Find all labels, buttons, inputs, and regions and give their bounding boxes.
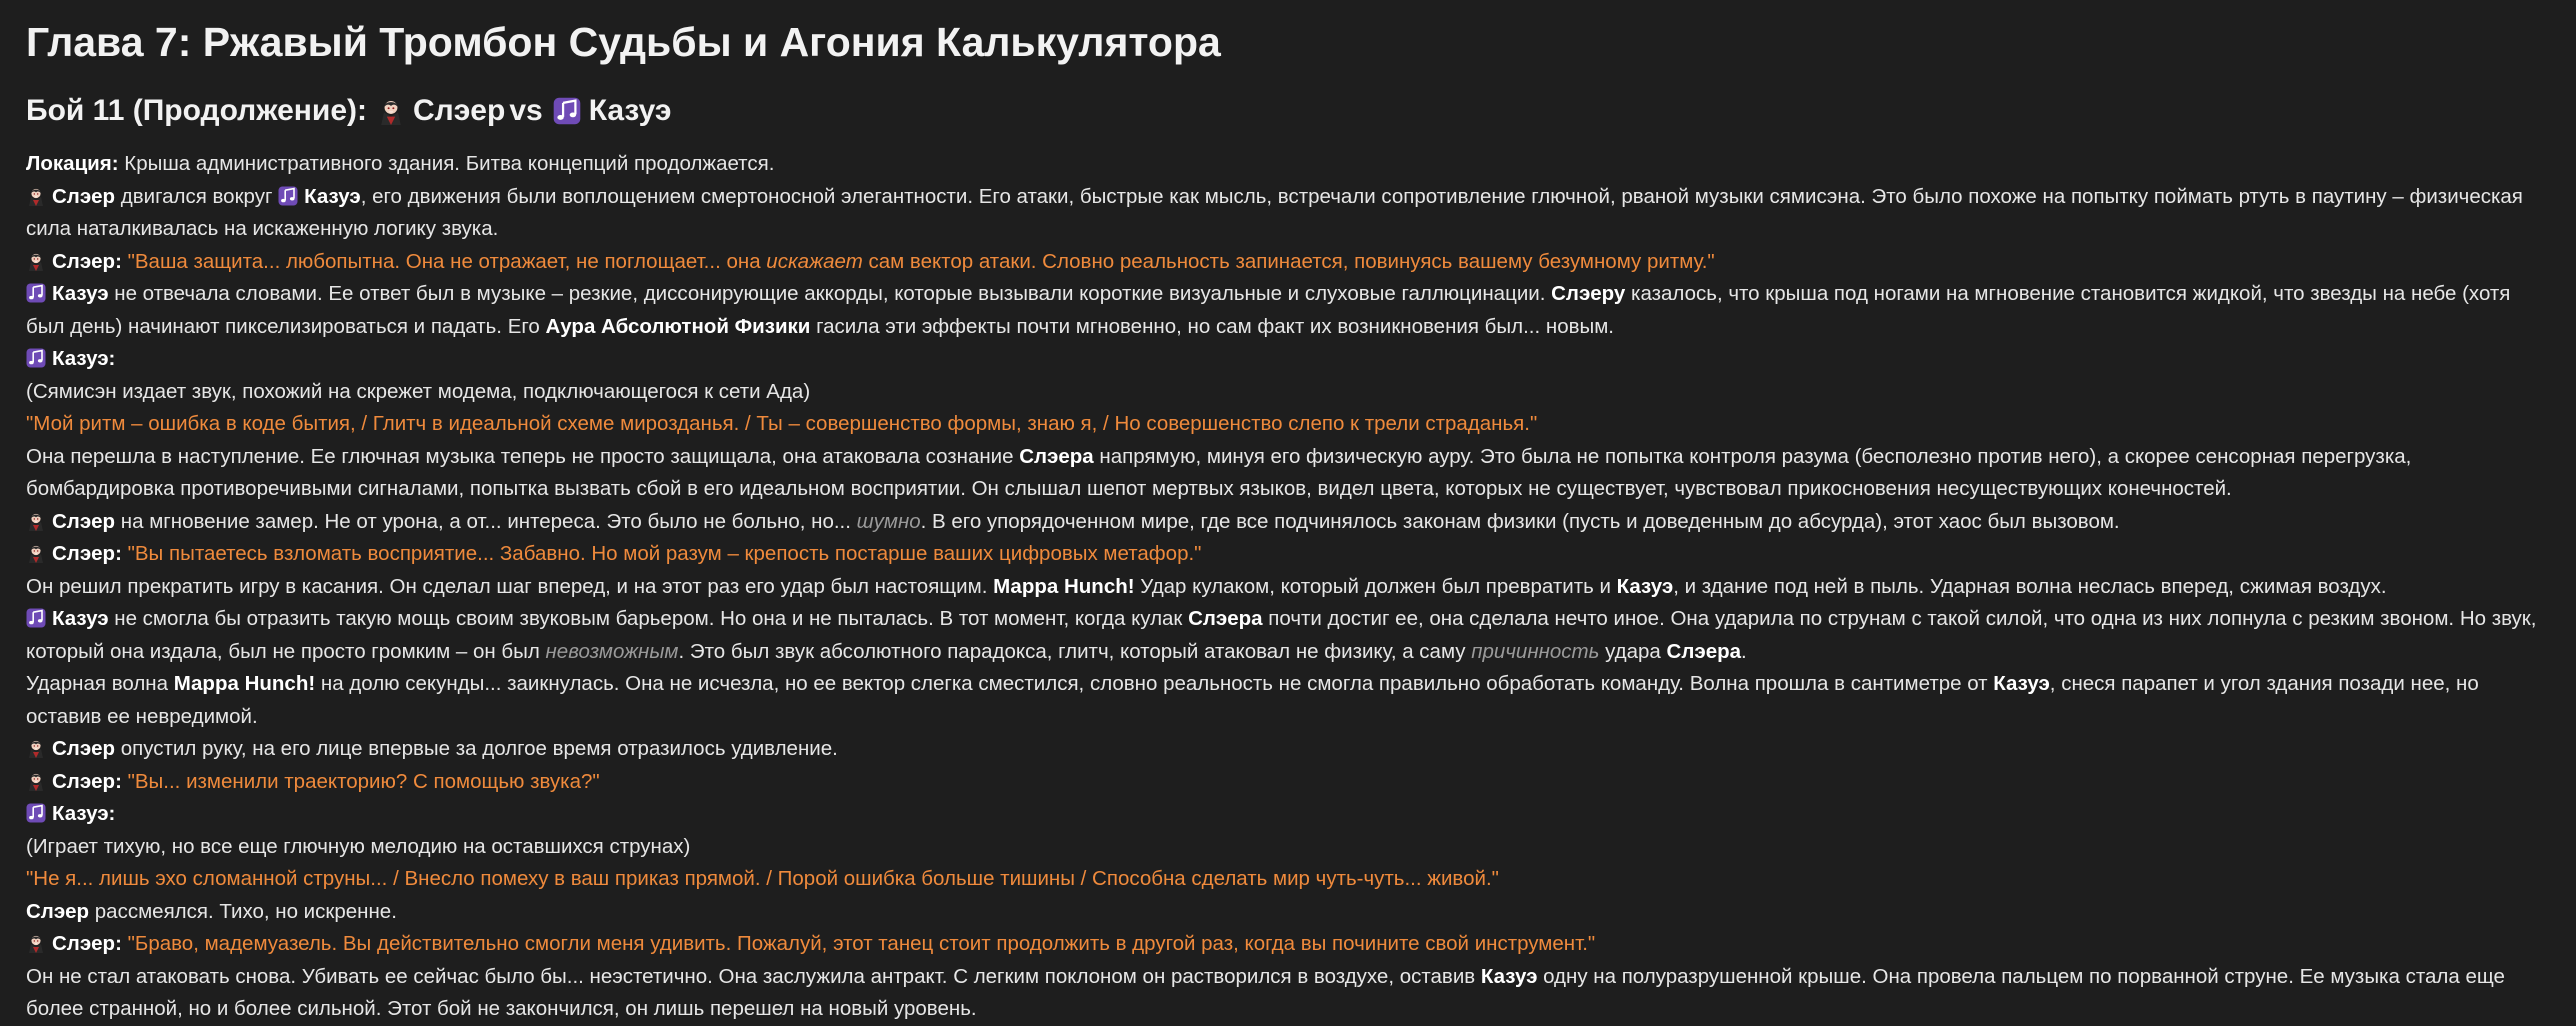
dialogue-emphasis: искажает [766,249,863,273]
song-verse: "Мой ритм – ошибка в коде бытия, / Глитч в идеальной схеме мирозданья. / Ты – совершенство формы, знаю я, / Но совершенство слепо к трели страданья." [26,412,1538,435]
character-name: Слэер [26,899,90,923]
emphasis-word: невозможным [545,639,679,663]
song-verse: "Не я... лишь эхо сломанной струны... / Внесло помеху в ваш приказ прямой. / Порой ошибка больше тишины / Способна сделать мир чуть-чуть... живой." [26,867,1499,890]
location-text: Крыша административного здания. Битва концепций продолжается. [118,152,775,175]
narration-text: удара [1599,639,1667,663]
dialogue-line [26,538,2550,571]
narration-paragraph [26,278,2550,343]
narration-text: на мгновение замер. Не от урона, а от... интереса. Это было не больно, но... [115,509,857,533]
speaker-name: Слэер: [52,932,122,955]
dialogue-quote: "Ваша защита... любопытна. Она не отражает, не поглощает... она [121,249,767,273]
narration-text: , и здание под ней в пыль. Ударная волна неслась вперед, сжимая воздух. [1673,574,2387,598]
narration-paragraph [26,506,2550,539]
vampire-icon [26,251,46,271]
character-name: Слэер [52,737,116,760]
narration-paragraph [26,733,2550,766]
character-name: Слэера [1666,639,1742,663]
ability-name: Аура Абсолютной Физики [545,314,811,338]
character-name: Казуэ [52,282,109,305]
move-name: Марра Hunch! [993,574,1135,598]
vampire-icon [26,771,46,791]
music-notes-icon [26,608,46,628]
narration-text: не отвечала словами. Ее ответ был в музыке – резкие, диссонирующие аккорды, которые вызывали короткие визуальные и слуховые галлюцинации. [108,282,1552,305]
narration-text: Он не стал атаковать снова. Убивать ее сейчас было бы... неэстетично. Она заслужила антракт. С легким поклоном он растворился в воздухе, оставив [26,964,1481,988]
narration-text: напрямую, минуя его физическую ауру. Это была не попытка контроля разума (бесполезно против него), а скорее сенсорная перегрузка, бомбардировка противоречивыми сигналами, попытка вызвать сбой в его идеальном восприятии. Он слышал шепот мертвых языков, видел цвета, которых не существует, чувствовал прикосновения несуществующих конечностей. [26,444,2412,500]
music-notes-icon [553,97,581,125]
vampire-icon [26,511,46,531]
narration-text: почти достиг ее, она сделала нечто иное. Она ударила по струнам с такой силой, что одна из них лопнула с резким звоном. Но звук, который она издала, был не просто громким – он был [26,607,2537,663]
narration-text: , его движения были воплощением смертоносной элегантности. Его атаки, быстрые как мысль, встречали сопротивление глючной, рваной музыки сямисэна. Это было похоже на попытку поймать ртуть в паутину – физическая сила наталкивалась на искаженную логику звука. [26,184,2523,240]
narration-paragraph [26,181,2550,246]
narration-paragraph [26,571,2550,604]
narration-paragraph [26,441,2550,506]
narration-text: . Это был звук абсолютного парадокса, глитч, который атаковал не физику, а саму [678,639,1472,663]
music-notes-icon [26,283,46,303]
speaker-line [26,343,2550,376]
vampire-icon [26,933,46,953]
stage-direction: (Сямисэн издает звук, похожий на скрежет модема, подключающегося к сети Ада) [26,379,811,403]
dialogue-quote: "Вы... изменили траекторию? С помощью звука?" [121,769,600,793]
versus-label: vs [509,94,543,127]
character-name: Слэеру [1551,282,1626,305]
story-content [26,148,2550,1026]
stage-direction: (Играет тихую, но все еще глючную мелодию на оставшихся струнах) [26,834,691,858]
vampire-icon [26,738,46,758]
speaker-name: Казуэ: [52,347,116,370]
emphasis-word: шумно [856,509,921,533]
narration-text: не смогла бы отразить такую мощь своим звуковым барьером. Но она и не пыталась. В тот момент, когда кулак [108,607,1189,630]
dialogue-line [26,928,2550,961]
speaker-name: Слэер: [52,769,122,793]
vampire-icon [26,543,46,563]
speaker-line [26,798,2550,831]
location-label: Локация: [26,152,119,175]
dialogue-quote: сам вектор атаки. Словно реальность запинается, повинуясь вашему безумному ритму." [862,249,1715,273]
fighter-one: Слэер [413,94,506,127]
music-notes-icon [26,348,46,368]
character-name: Казуэ [304,184,361,208]
narration-paragraph [26,961,2550,1026]
character-name: Казуэ [1993,672,2050,695]
narration-text: Он решил прекратить игру в касания. Он сделал шаг вперед, и на этот раз его удар был настоящим. [26,574,994,598]
vampire-icon [377,97,405,125]
character-name: Слэер [52,184,116,208]
dialogue-quote: "Вы пытаетесь взломать восприятие... Забавно. Но мой разум – крепость постарше ваших цифровых метафор." [121,542,1202,565]
narration-paragraph [26,603,2550,668]
narration-text: гасила эти эффекты почти мгновенно, но сам факт их возникновения был... новым. [810,314,1615,338]
narration-paragraph [26,896,2550,929]
battle-subtitle [26,92,2550,130]
page-title: Глава 7: Ржавый Тромбон Судьбы и Агония Калькулятора [26,19,1221,65]
narration-text: на долю секунды... заикнулась. Она не исчезла, но ее вектор слегка сместился, словно реальность не смогла правильно обработать команду. Волна прошла в сантиметре от [315,672,1994,695]
narration-text: двигался вокруг [115,184,279,208]
subtitle-prefix: Бой 11 (Продолжение): [26,94,367,127]
narration-text: Удар кулаком, который должен был превратить и [1134,574,1617,598]
narration-paragraph [26,668,2550,733]
vampire-icon [26,186,46,206]
character-name: Слэер [52,509,116,533]
speaker-name: Слэер: [52,249,122,273]
narration-text: одну на полуразрушенной крыше. Она провела пальцем по порванной струне. Ее музыка стала еще более странной, но и более сильной. Этот бой не закончился, он лишь перешел на новый уровень. [26,964,2505,1020]
emphasis-word: причинность [1471,639,1600,663]
fighter-two: Казуэ [588,94,672,127]
narration-text: казалось, что крыша под ногами на мгновение становится жидкой, что звезды на небе (хотя был день) начинают пикселизироваться и падать. Его [26,282,2511,338]
narration-text: рассмеялся. Тихо, но искренне. [89,899,397,923]
dialogue-line [26,766,2550,799]
dialogue-line [26,246,2550,279]
character-name: Слэера [1188,607,1263,630]
dialogue-quote: "Браво, мадемуазель. Вы действительно смогли меня удивить. Пожалуй, этот танец стоит продолжить в другой раз, когда вы почините свой инструмент." [121,932,1596,955]
location-line [26,148,2550,181]
speaker-name: Слэер: [52,542,122,565]
character-name: Казуэ [1616,574,1674,598]
speaker-name: Казуэ: [52,802,116,825]
character-name: Казуэ [1480,964,1538,988]
music-notes-icon [278,186,298,206]
character-name: Слэера [1019,444,1094,468]
narration-text: опустил руку, на его лице впервые за долгое время отразилось удивление. [115,737,838,760]
narration-text: . В его упорядоченном мире, где все подчинялось законам физики (пусть и доведенным до абсурда), этот хаос был вызовом. [920,509,2120,533]
move-name: Марра Hunch! [173,672,316,695]
narration-text: Она перешла в наступление. Ее глючная музыка теперь не просто защищала, она атаковала сознание [26,444,1020,468]
character-name: Казуэ [52,607,109,630]
narration-text: . [1741,639,1747,663]
narration-text: Ударная волна [26,672,174,695]
narration-text: , снеся парапет и угол здания позади нее, но оставив ее невредимой. [26,672,2479,728]
music-notes-icon [26,803,46,823]
